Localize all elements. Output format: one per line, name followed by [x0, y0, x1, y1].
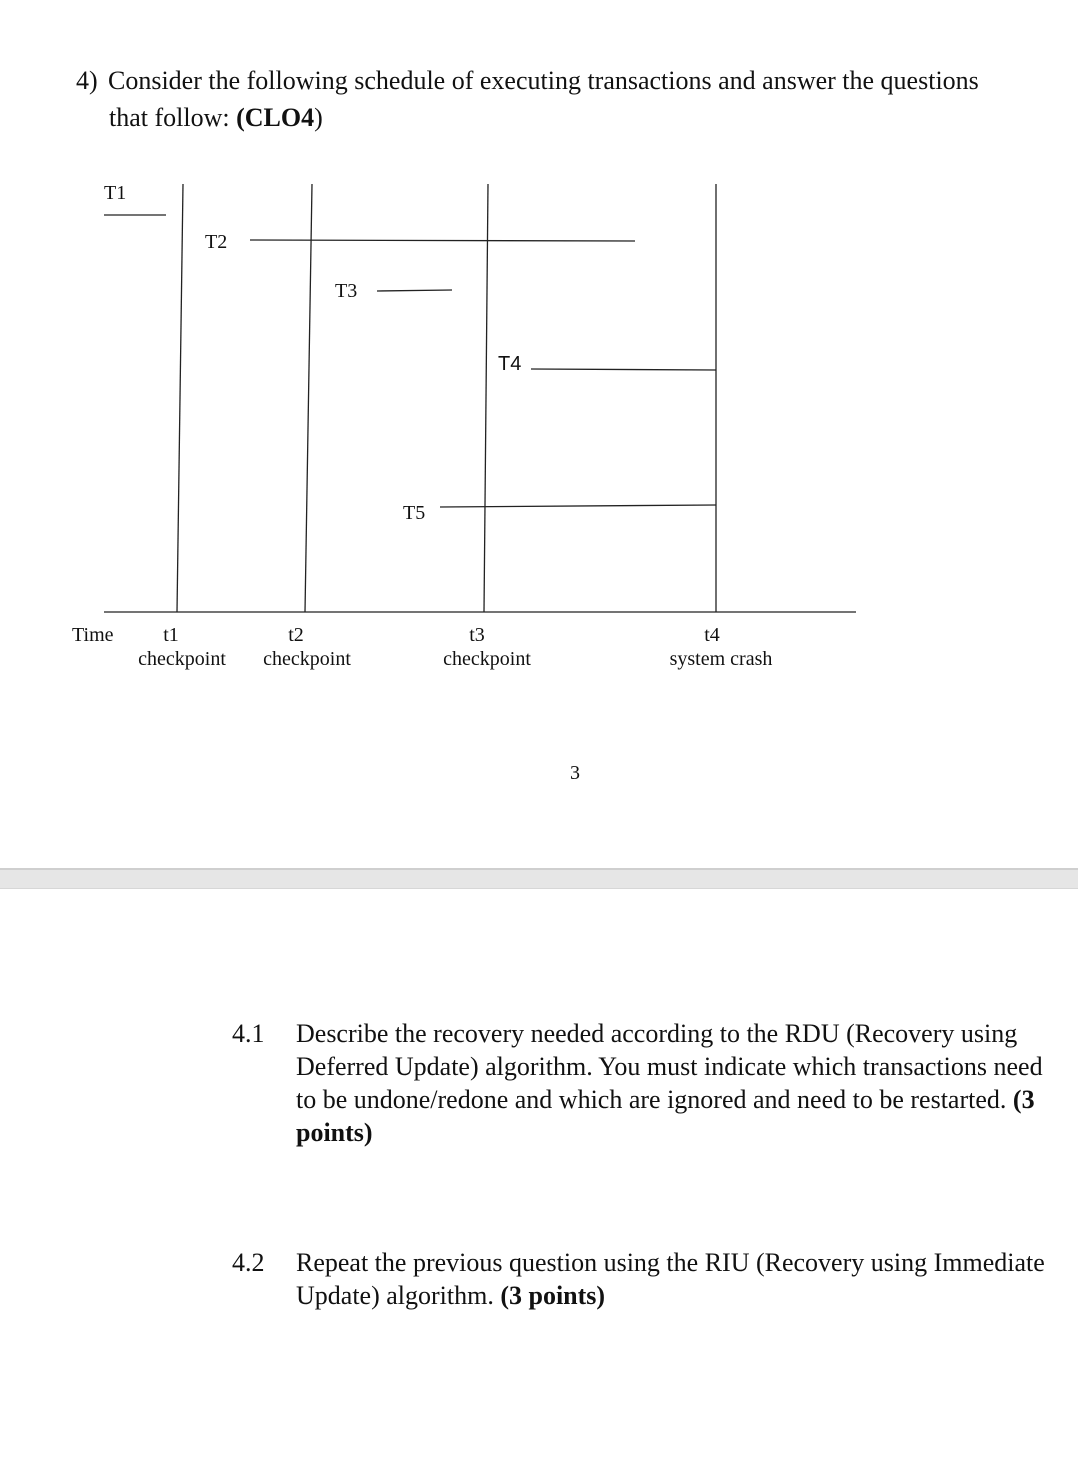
t2-checkpoint-line: [305, 184, 312, 612]
subquestion-text: Describe the recovery needed according to the RDU (Recovery using Deferred Update) algorithm. You must indicate which transactions need to be undone/redone and which are ignored and need to be restarted.: [296, 1019, 1043, 1114]
question-number: 4): [76, 66, 98, 95]
clo-tag: (CLO4: [236, 103, 315, 132]
subquestion-number: 4.2: [232, 1248, 265, 1277]
clo-close-paren: ): [314, 103, 323, 132]
t4-transaction-line: [531, 369, 716, 370]
t1-checkpoint-line: [177, 184, 183, 612]
t5-transaction-line: [440, 505, 716, 507]
t2-label: T2: [205, 231, 228, 253]
t1-event-label: checkpoint: [138, 648, 226, 670]
t5-label: T5: [403, 502, 426, 524]
subquestion-points: (3 points): [500, 1281, 606, 1310]
t3-event-label: checkpoint: [443, 648, 531, 670]
subquestion-4-1: [232, 1017, 1052, 1149]
t3-checkpoint-line: [484, 184, 488, 612]
question-text-line-2: that follow:: [109, 103, 230, 132]
page-number: 3: [570, 762, 580, 784]
t2-transaction-line: [250, 240, 635, 241]
subquestion-4-2: [232, 1246, 1052, 1312]
t3-time-label: t3: [469, 624, 485, 646]
t1-label: T1: [104, 182, 127, 204]
t2-event-label: checkpoint: [263, 648, 351, 670]
page-divider: [0, 868, 1078, 889]
t3-label: T3: [335, 280, 358, 302]
t3-transaction-line: [377, 290, 452, 291]
subquestion-body: [296, 1246, 1052, 1312]
t2-time-label: t2: [288, 624, 304, 646]
t4-time-label: t4: [704, 624, 720, 646]
t4-label: T4: [498, 353, 522, 375]
subquestion-text: Repeat the previous question using the RIU (Recovery using Immediate Update) algorithm.: [296, 1248, 1045, 1310]
subquestion-number: 4.1: [232, 1019, 265, 1048]
t4-event-label: system crash: [669, 648, 773, 670]
subquestion-points: (3 points): [296, 1085, 1035, 1147]
question-text-line-1: Consider the following schedule of executing transactions and answer the questions: [108, 66, 979, 95]
time-axis-label: Time: [72, 624, 114, 646]
subquestion-body: [296, 1017, 1052, 1149]
t1-time-label: t1: [163, 624, 179, 646]
